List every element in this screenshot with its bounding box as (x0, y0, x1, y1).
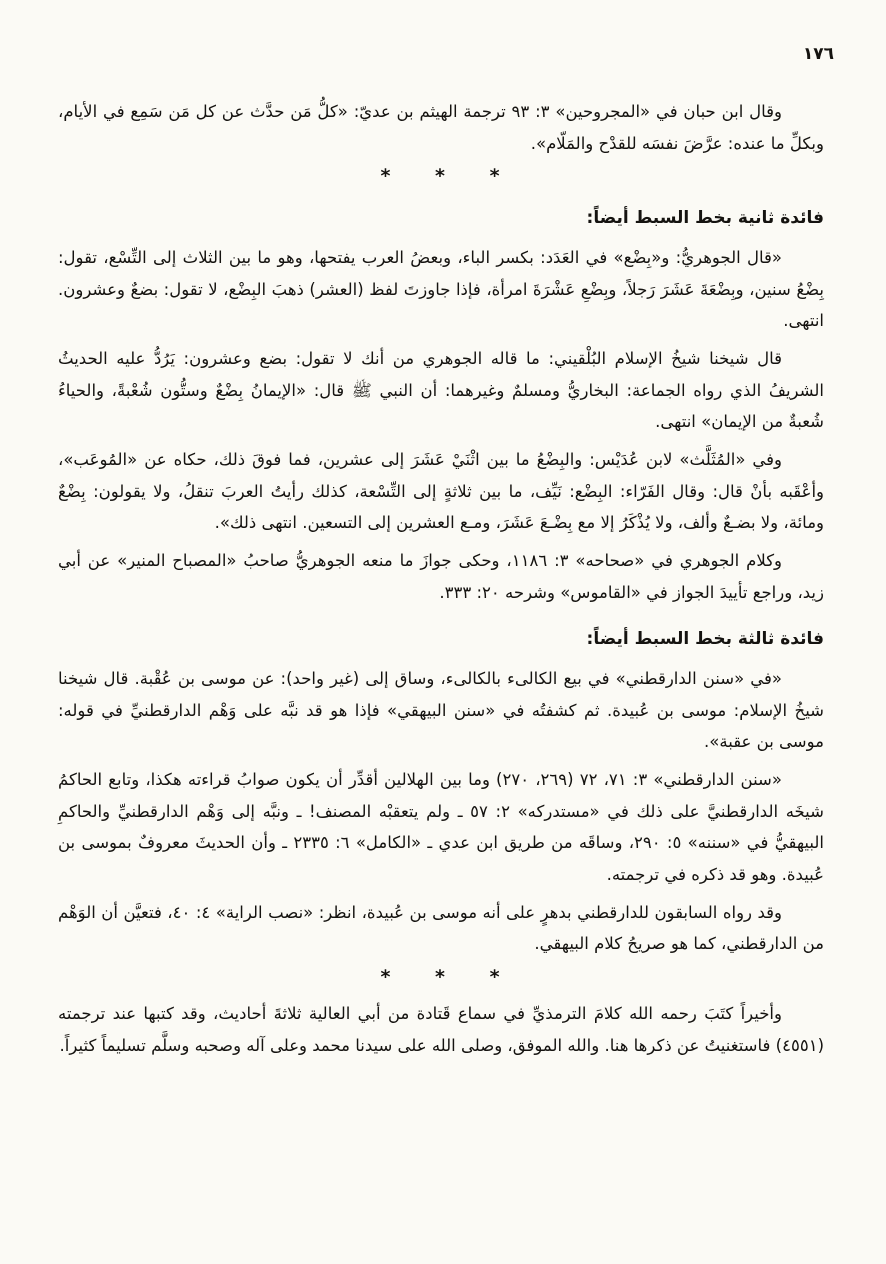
paragraph-bulqini: قال شيخنا شيخُ الإسلام البُلْقيني: ما قاله الجوهري من أنك لا تقول: بضع وعشرون: يَرُدُّ عليه الحديثُ الشريفُ الذي رواه الجماعة: البخاريُّ ومسلمٌ وغيرهما: أن النبي ﷺ قال: «الإيمانُ بِضْعٌ وستُّون شُعْبةً، والحياءُ شُعبةٌ من الإيمان» انتهى. (58, 348, 824, 432)
paragraph-jawhari-bid: «قال الجوهريُّ: و«بِضْع» في العَدَد: بكسر الباء، وبعضُ العرب يفتحها، وهو ما بين الثلاث إلى التِّسْع، تقول: بِضْعُ سنين، وبِضْعَةَ عَشَرَ رَجلاً، وبِضْعِ عَشْرَةَ امرأة، فإذا جاوزتَ لفظ (العشر) ذهبَ البِضْع، لا تقول: بضعٌ وعشرون. انتهى. (58, 247, 824, 331)
paragraph-nasb-alraya: وقد رواه السابقون للدارقطني بدهرٍ على أنه موسى بن عُبيدة، انظر: «نصب الراية» ٤: ٤٠، فتعيَّن أن الوَهْم من الدارقطني، كما هو صريحُ كلام البيهقي. (58, 902, 824, 954)
section-heading-faida-thaniya: فائدة ثانية بخط السبط أيضاً: (586, 208, 824, 229)
asterisk-separator: * * * (380, 165, 502, 188)
page-content (58, 96, 824, 1067)
paragraph-daraqutni-references: «سنن الدارقطني» ٣: ٧١، ٧٢ (٢٦٩، ٢٧٠) وما بين الهلالين أقدِّر أن يكون صوابُ قراءته هكذا، وتابع الحاكمُ شيخَه الدارقطنيَّ على ذلك في «مستدركه» ٢: ٥٧ ـ ولم يتعقبْه المصنف! ـ ونبَّه إلى وَهْم الدارقطنيِّ والحاكمِ البيهقيُّ في «سننه» ٥: ٢٩٠، وساقَه من طريق ابن عدي ـ «الكامل» ٦: ٢٣٣٥ ـ وأن الحديثَ معروفٌ بموسى بن عُبيدة. وهو قد ذكره في ترجمته. (58, 769, 824, 884)
paragraph-ibn-hibban: وقال ابن حبان في «المجروحين» ٣: ٩٣ ترجمة الهيثم بن عديّ: «كلُّ مَن حدَّث عن كل مَن سَمِع في الأيام، وبكلِّ ما عنده: عرَّضَ نفسَه للقدْح والمَلّام». (58, 102, 824, 153)
paragraph-sihah-reference: وكلام الجوهري في «صحاحه» ٣: ١١٨٦، وحكى جوازَ ما منعه الجوهريُّ صاحبُ «المصباح المنير» عن أبي زيد، وراجع تأييدَ الجواز في «القاموس» وشرحه ٢٠: ٣٣٣. (58, 550, 824, 602)
paragraph-closing: وأخيراً كتَبَ رحمه الله كلامَ الترمذيِّ في سماع قَتادة من أبي العالية ثلاثةَ أحاديث، وقد كتبها عند ترجمته (٤٥٥١) فاستغنيتُ عن ذكرها هنا. والله الموفق، وصلى الله على سيدنا محمد وعلى آله وصحبه وسلَّم تسليماً كثيراً. (58, 1003, 824, 1055)
section-heading-faida-thalitha: فائدة ثالثة بخط السبط أيضاً: (586, 629, 824, 650)
paragraph-sunan-daraqutni: «في «سنن الدارقطني» في بيع الكالىء بالكالىء، وساق إلى (غير واحد): عن موسى بن عُقْبة. قال شيخنا شيخُ الإسلام: موسى بن عُبيدة. ثم كشفتُه في «سنن البيهقي» فإذا هو قد نبَّه على وَهْم الدارقطنيِّ في قوله: موسى بن عقبة». (58, 668, 824, 752)
asterisk-separator: * * * (380, 965, 502, 988)
page-number: ١٧٦ (802, 44, 834, 64)
paragraph-muthallath: وفي «المُثَلَّث» لابن عُدَيْس: والبِضْعُ ما بين اثْنَيْ عَشَرَ إلى عشرين، فما فوقَ ذلك، حكاه عن «المُوعَب»، وأعْقَبه بأنْ قال: وقال الفَرّاء: البِضْع: نَيِّف، ما بين ثلاثةٍ إلى التِّسْعة، كذلك رأيتُ العربَ تنقلُ، ولا يقولون: بِضْعٌ ومائة، ولا بضـعٌ وألف، ولا يُذْكَرُ إلا مع بِضْـعَ عَشَرَ، ومـع العشرين إلى التسعين. انتهى ذلك». (58, 449, 824, 533)
